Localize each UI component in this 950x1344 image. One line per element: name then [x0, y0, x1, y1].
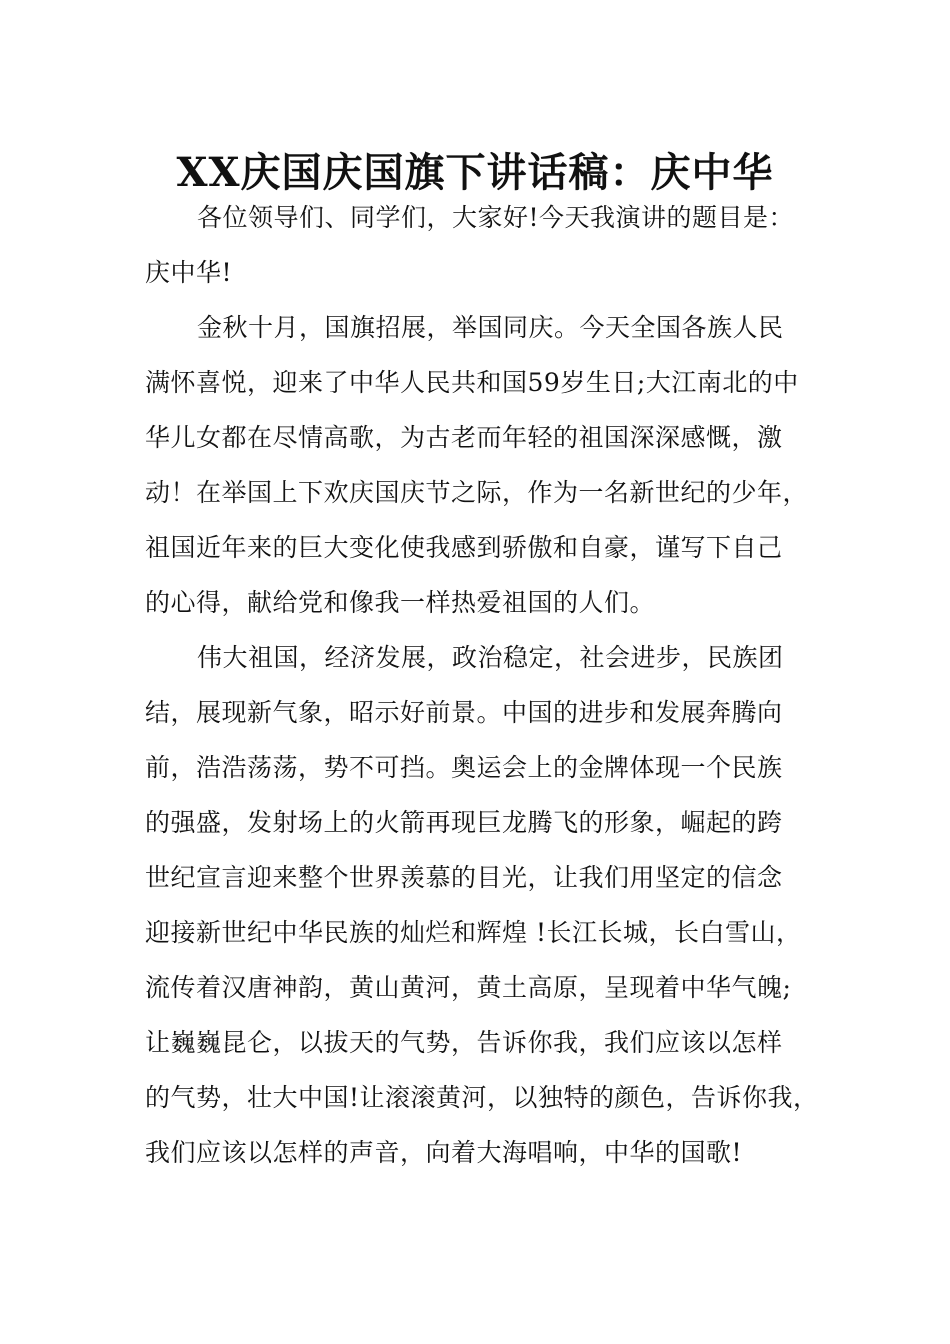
text-line: 的强盛，发射场上的火箭再现巨龙腾飞的形象，崛起的跨 — [145, 808, 783, 837]
paragraph-motherland — [145, 630, 825, 1180]
text-line: 迎接新世纪中华民族的灿烂和辉煌 !长江长城，长白雪山， — [145, 918, 802, 947]
text-line: 结，展现新气象，昭示好前景。中国的进步和发展奔腾向 — [145, 698, 783, 727]
text-line: 前，浩浩荡荡，势不可挡。奥运会上的金牌体现一个民族 — [145, 753, 783, 782]
text-line: 伟大祖国，经济发展，政治稳定，社会进步，民族团 — [197, 643, 784, 672]
text-line: 祖国近年来的巨大变化使我感到骄傲和自豪，谨写下自己 — [145, 533, 783, 562]
text-line: 我们应该以怎样的声音，向着大海唱响，中华的国歌! — [145, 1138, 743, 1167]
text-line: 动！在举国上下欢庆国庆节之际，作为一名新世纪的少年， — [145, 478, 809, 507]
text-line: 华儿女都在尽情高歌，为古老而年轻的祖国深深感慨，激 — [145, 423, 783, 452]
document-title: XX庆国庆国旗下讲话稿：庆中华 — [176, 148, 774, 196]
text-line: 金秋十月，国旗招展，举国同庆。今天全国各族人民 — [197, 313, 784, 342]
text-line: 满怀喜悦，迎来了中华人民共和国59岁生日;大江南北的中 — [145, 368, 799, 397]
paragraph-greeting — [145, 190, 825, 300]
text-line: 流传着汉唐神韵，黄山黄河，黄土高原，呈现着中华气魄; — [145, 973, 792, 1002]
document-body — [145, 190, 825, 1180]
text-line: 各位领导们、同学们，大家好!今天我演讲的题目是： — [197, 203, 795, 232]
text-line: 的气势，壮大中国!让滚滚黄河，以独特的颜色，告诉你我， — [145, 1083, 819, 1112]
text-line: 的心得，献给党和像我一样热爱祖国的人们。 — [145, 588, 656, 617]
text-line: 庆中华! — [145, 258, 233, 287]
text-line: 让巍巍昆仑，以拔天的气势，告诉你我，我们应该以怎样 — [145, 1028, 783, 1057]
paragraph-celebration — [145, 300, 825, 630]
text-line: 世纪宣言迎来整个世界羡慕的目光，让我们用坚定的信念 — [145, 863, 783, 892]
